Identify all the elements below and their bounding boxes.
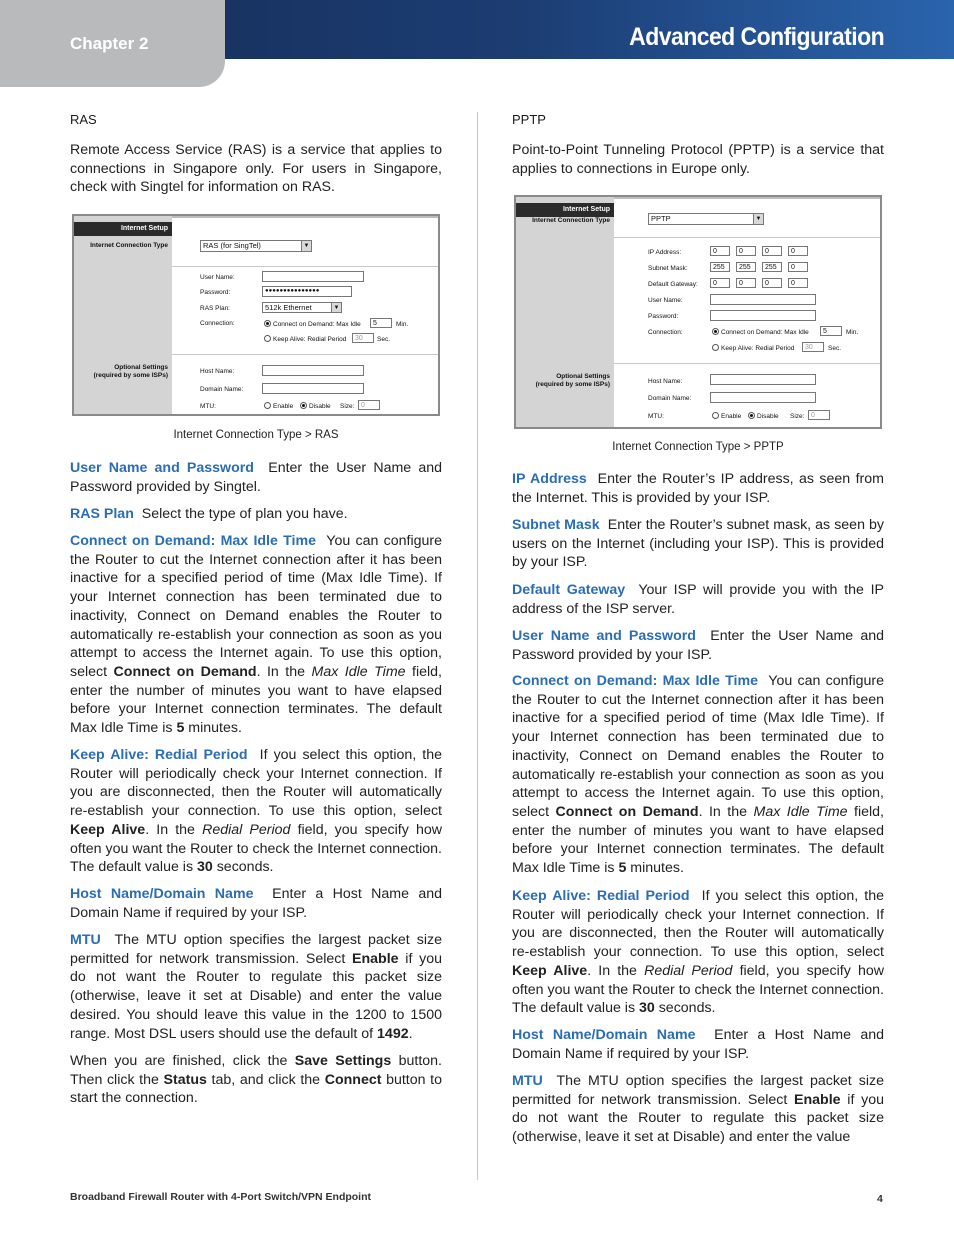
pptp-para-username: User Name and Password Enter the User Name and Password provided by your ISP. <box>512 628 884 663</box>
ras-screenshot <box>72 214 440 416</box>
ras-para-cod: Connect on Demand: Max Idle Time You can configure the Router to cut the Internet connection after it has been inactive for a specified period of time (Max Idle Time). If your Internet connection has been terminated due to inactivity, Connect on Demand enables the Router to automatically re-establish your connection as soon as you attempt to access the Internet again. To use this option, select Connect on Demand. In the Max Idle Time field, enter the number of minutes you want to have elapsed before your Internet connection terminates. The default Max Idle Time is 5 minutes. <box>70 533 443 737</box>
shot-enable-label: Enable <box>721 413 742 420</box>
shot-radio-enable <box>712 412 719 419</box>
chapter-tab <box>0 0 225 87</box>
shot-ka-label: Keep Alive: Redial Period <box>273 336 347 343</box>
pptp-para-keepalive: Keep Alive: Redial Period If you select this option, the Router will periodically check your Internet connection. If you are disconnected, then the Router will automatically re-establish your connection. To use this option, select Keep Alive. In the Redial Period field, you specify how often you want the Router to check the Internet connection. The default value is 30 seconds. <box>512 888 884 1017</box>
pptp-para-subnet: Subnet Mask Enter the Router’s subnet mask, as seen by users on the Internet (including your ISP). This is provided by your ISP. <box>512 517 884 571</box>
shot-left-panel <box>74 216 172 414</box>
shot-optional-label: Optional Settings <box>556 373 610 380</box>
pptp-caption: Internet Connection Type > PPTP <box>612 441 784 453</box>
ras-caption: Internet Connection Type > RAS <box>173 429 339 441</box>
shot-type-select: RAS (for SingTel) ▼ <box>200 240 312 252</box>
shot-mask-octet: 255 <box>710 262 730 272</box>
shot-username-field <box>710 294 816 305</box>
shot-ip-octet: 0 <box>710 246 730 256</box>
ras-para-mtu: MTU The MTU option specifies the largest packet size permitted for network transmission. Select Enable if you do not want the Router to regulate this packet size (otherwise, leave it set at Disable) and enter the value desired. You should leave this value in the 1200 to 1500 range. Most DSL users should use the default of 1492. <box>70 932 442 1042</box>
shot-optional-note: (required by some ISPs) <box>535 381 610 388</box>
shot-optional-label: Optional Settings <box>114 364 168 371</box>
footer-product: Broadband Firewall Router with 4-Port Switch/VPN Endpoint <box>70 1191 372 1203</box>
shot-mask-octet: 0 <box>788 262 808 272</box>
ras-para-finish: When you are finished, click the Save Settings button. Then click the Status tab, and click the Connect button to start the connection. <box>70 1053 442 1107</box>
shot-ip-octet: 0 <box>736 246 756 256</box>
shot-password-label: Password: <box>648 313 679 320</box>
shot-ip-label: IP Address: <box>648 249 682 256</box>
shot-radio-ka <box>712 344 719 351</box>
shot-size-field: 0 <box>808 410 830 420</box>
shot-section-label: Internet Setup <box>562 206 610 213</box>
shot-ka-field: 30 <box>802 342 824 352</box>
pptp-para-gateway: Default Gateway Your ISP will provide you with the IP address of the ISP server. <box>512 582 884 617</box>
shot-domain-field <box>710 392 816 403</box>
pptp-heading: PPTP <box>512 112 546 127</box>
pptp-para-cod: Connect on Demand: Max Idle Time You can configure the Router to cut the Internet connection after it has been inactive for a specified period of time (Max Idle Time). If your Internet connection has been terminated due to inactivity, Connect on Demand enables the Router to automatically re-establish your connection as soon as you attempt to access the Internet again. To use this option, select Connect on Demand. In the Max Idle Time field, enter the number of minutes you want to have elapsed before your Internet connection terminates. The default Max Idle Time is 5 minutes. <box>512 673 885 877</box>
shot-size-label: Size: <box>790 413 805 420</box>
shot-host-label: Host Name: <box>648 378 683 385</box>
ras-para-plan: RAS Plan Select the type of plan you have. <box>70 506 348 522</box>
shot-host-field <box>710 374 816 385</box>
shot-password-field: ●●●●●●●●●●●●●●● <box>262 286 352 297</box>
shot-rasplan-label: RAS Plan: <box>200 305 230 312</box>
shot-host-label: Host Name: <box>200 368 235 375</box>
ras-para-username: User Name and Password Enter the User Name and Password provided by Singtel. <box>70 460 442 495</box>
shot-mask-octet: 255 <box>736 262 756 272</box>
shot-ka-unit: Sec. <box>828 345 842 352</box>
shot-ka-field: 30 <box>352 333 374 343</box>
shot-cod-unit: Min. <box>846 329 859 336</box>
shot-section-label: Internet Setup <box>120 225 168 232</box>
shot-rasplan-select: 512k Ethernet ▼ <box>262 302 342 313</box>
shot-ip-octet: 0 <box>788 246 808 256</box>
shot-username-label: User Name: <box>648 297 683 304</box>
shot-password-label: Password: <box>200 289 231 296</box>
pptp-para-mtu: MTU The MTU option specifies the largest packet size permitted for network transmission. Select Enable if you do not want the Router to regulate this packet size (otherwise, leave it set at Disable) and enter the value <box>512 1073 884 1146</box>
shot-type-label: Internet Connection Type <box>90 242 168 249</box>
shot-size-field: 0 <box>358 400 380 410</box>
shot-ka-unit: Sec. <box>377 336 391 343</box>
shot-mtu-label: MTU: <box>200 403 216 410</box>
shot-type-label: Internet Connection Type <box>532 217 610 224</box>
shot-cod-field: 5 <box>820 326 842 336</box>
shot-cod-unit: Min. <box>396 321 409 328</box>
pptp-para-ip: IP Address Enter the Router’s IP address, as seen from the Internet. This is provided by your ISP. <box>512 471 884 506</box>
column-divider <box>477 112 478 1180</box>
shot-ka-label: Keep Alive: Redial Period <box>721 345 795 352</box>
shot-mtu-label: MTU: <box>648 413 664 420</box>
footer-page-number: 4 <box>877 1193 883 1205</box>
shot-subnet-label: Subnet Mask: <box>648 265 688 272</box>
chapter-label: Chapter 2 <box>70 34 149 53</box>
ras-intro: Remote Access Service (RAS) is a service that applies to connections in Singapore only. For users in Singapore, check with Singtel for information on RAS. <box>70 142 442 196</box>
shot-left-panel <box>516 197 614 427</box>
shot-size-label: Size: <box>340 403 355 410</box>
shot-cod-label: Connect on Demand: Max Idle <box>273 321 361 328</box>
shot-username-field <box>262 271 364 282</box>
shot-disable-label: Disable <box>309 403 331 410</box>
shot-mask-octet: 255 <box>762 262 782 272</box>
shot-domain-field <box>262 383 364 394</box>
shot-radio-cod <box>264 320 271 327</box>
shot-connection-label: Connection: <box>648 329 683 336</box>
shot-radio-disable <box>300 402 307 409</box>
shot-radio-cod <box>712 328 719 335</box>
shot-ip-octet: 0 <box>762 246 782 256</box>
ras-heading: RAS <box>70 112 97 127</box>
shot-radio-ka <box>264 335 271 342</box>
shot-cod-field: 5 <box>370 318 392 328</box>
ras-para-keepalive: Keep Alive: Redial Period If you select this option, the Router will periodically check your Internet connection. If you are disconnected, then the Router will automatically re-establish your connection. To use this option, select Keep Alive. In the Redial Period field, you specify how often you want the Router to check the Internet connection. The default value is 30 seconds. <box>70 747 442 876</box>
page-title: Advanced Configuration <box>629 23 884 51</box>
shot-host-field <box>262 365 364 376</box>
shot-domain-label: Domain Name: <box>200 386 244 393</box>
shot-gw-octet: 0 <box>710 278 730 288</box>
shot-enable-label: Enable <box>273 403 294 410</box>
shot-connection-label: Connection: <box>200 320 235 327</box>
pptp-para-host: Host Name/Domain Name Enter a Host Name and Domain Name if required by your ISP. <box>512 1027 884 1062</box>
shot-domain-label: Domain Name: <box>648 395 692 402</box>
shot-gw-octet: 0 <box>736 278 756 288</box>
pptp-screenshot <box>514 195 882 429</box>
shot-disable-label: Disable <box>757 413 779 420</box>
shot-radio-disable <box>748 412 755 419</box>
ras-para-host: Host Name/Domain Name Enter a Host Name and Domain Name if required by your ISP. <box>70 886 442 921</box>
shot-gw-octet: 0 <box>762 278 782 288</box>
shot-username-label: User Name: <box>200 274 235 281</box>
shot-cod-label: Connect on Demand: Max Idle <box>721 329 809 336</box>
shot-gw-octet: 0 <box>788 278 808 288</box>
shot-gateway-label: Default Gateway: <box>648 281 698 288</box>
shot-password-field <box>710 310 816 321</box>
shot-optional-note: (required by some ISPs) <box>93 372 168 379</box>
shot-radio-enable <box>264 402 271 409</box>
shot-type-select: PPTP ▼ <box>648 213 764 225</box>
pptp-intro: Point-to-Point Tunneling Protocol (PPTP) is a service that applies to connections in Europe only. <box>512 142 884 177</box>
